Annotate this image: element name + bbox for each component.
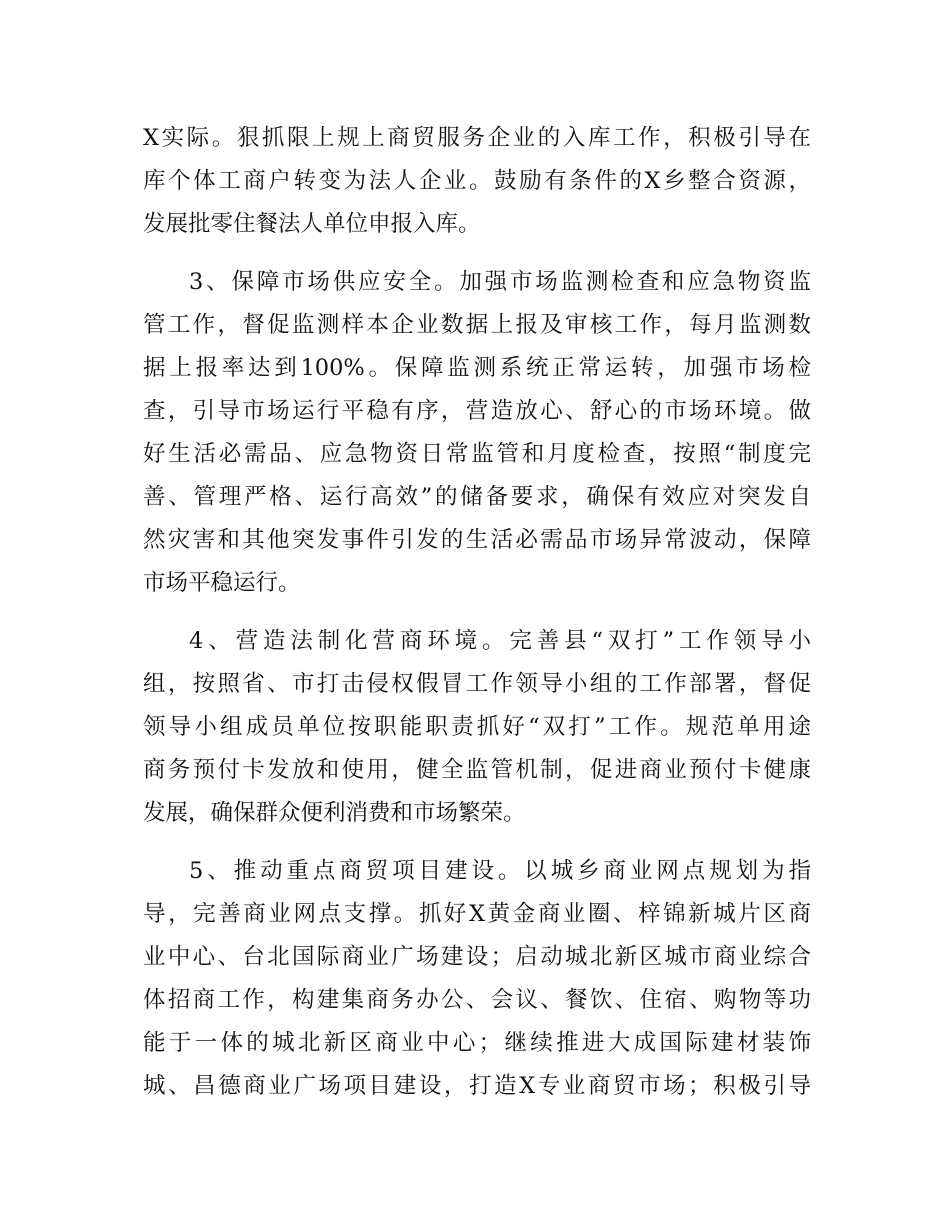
paragraph-2-line-5: 好生活必需品、应急物资日常监管和月度检查，按照“制度完 — [143, 441, 811, 467]
paragraph-4-line-5: 能于一体的城北新区商业中心；继续推进大成国际建材装饰 — [143, 1030, 811, 1056]
paragraph-4-line-3: 业中心、台北国际商业广场建设；启动城北新区城市商业综合 — [143, 944, 811, 970]
paragraph-1-line-3: 发展批零住餐法人单位申报入库。 — [143, 211, 481, 237]
paragraph-4-line-4: 体招商工作，构建集商务办公、会议、餐饮、住宿、购物等功 — [143, 987, 811, 1013]
paragraph-3-line-5: 发展，确保群众便利消费和市场繁荣。 — [143, 800, 526, 826]
paragraph-2-line-3: 据上报率达到100%。保障监测系统正常运转，加强市场检 — [143, 355, 811, 381]
paragraph-2-line-8: 市场平稳运行。 — [143, 570, 301, 596]
paragraph-2-line-7: 然灾害和其他突发事件引发的生活必需品市场异常波动，保障 — [143, 527, 811, 553]
paragraph-2-line-6: 善、管理严格、运行高效”的储备要求，确保有效应对突发自 — [143, 484, 811, 510]
paragraph-1-line-1: X实际。狠抓限上规上商贸服务企业的入库工作，积极引导在 — [143, 125, 811, 151]
paragraph-3-line-2: 组，按照省、市打击侵权假冒工作领导小组的工作部署，督促 — [143, 671, 811, 697]
paragraph-2-line-2: 管工作，督促监测样本企业数据上报及审核工作，每月监测数 — [143, 312, 811, 338]
paragraph-4-line-6: 城、昌德商业广场项目建设，打造X专业商贸市场；积极引导 — [143, 1073, 811, 1099]
paragraph-4-line-2: 导，完善商业网点支撑。抓好X黄金商业圈、梓锦新城片区商 — [143, 901, 811, 927]
paragraph-2-line-1: 3、保障市场供应安全。加强市场监测检查和应急物资监 — [189, 269, 811, 295]
paragraph-4-line-1: 5、推动重点商贸项目建设。以城乡商业网点规划为指 — [189, 858, 811, 884]
paragraph-3-line-1: 4、营造法制化营商环境。完善县“双打”工作领导小 — [189, 628, 811, 654]
paragraph-3-line-3: 领导小组成员单位按职能职责抓好“双打”工作。规范单用途 — [143, 714, 811, 740]
paragraph-3-line-4: 商务预付卡发放和使用，健全监管机制，促进商业预付卡健康 — [143, 757, 811, 783]
paragraph-1-line-2: 库个体工商户转变为法人企业。鼓励有条件的X乡整合资源， — [143, 168, 811, 194]
paragraph-2-line-4: 查，引导市场运行平稳有序，营造放心、舒心的市场环境。做 — [143, 398, 811, 424]
